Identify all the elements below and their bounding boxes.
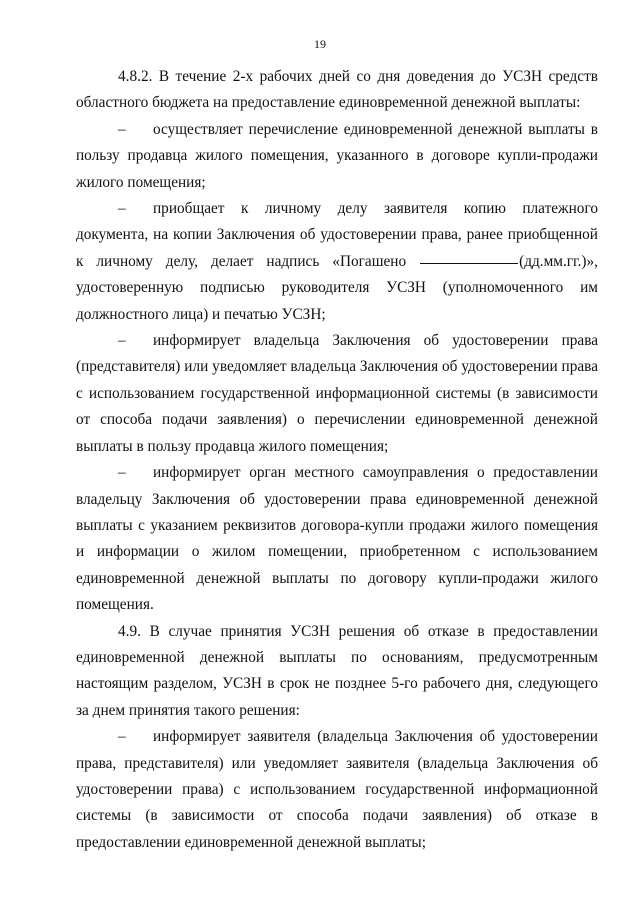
bullet-item-inform-owner xyxy=(76,328,598,460)
page-number: 19 xyxy=(314,37,326,51)
bullet-dash: – xyxy=(118,728,126,746)
bullet-dash: – xyxy=(118,200,126,218)
bullet-text-before-blank: приобщает к личному делу заявителя копию платежного документа, на копии Заключения об удостоверении права, ранее приобщенной к личному делу, делает надпись «Погашено xyxy=(76,200,598,270)
document-body xyxy=(76,64,598,856)
bullet-dash: – xyxy=(118,120,126,138)
bullet-text: информирует заявителя (владельца Заключения об удостоверении права, представителя) или уведомляет заявителя (владельца Заключения об удостоверении права) с использованием государственной информационной системы (в зависимости от способа подачи заявления) об отказе в предоставлении единовременной денежной выплаты; xyxy=(76,728,598,851)
bullet-text: информирует владельца Заключения об удостоверении права (представителя) или уведомляет владельца Заключения об удостоверении права с использованием государственной информационной системы (в зависимости от способа подачи заявления) о перечислении единовременной денежной выплаты в пользу продавца жилого помещения; xyxy=(76,332,598,455)
bullet-text-after-blank: (дд.мм.гг.)», удостоверенную подписью руководителя УСЗН (уполномоченного им должностного лица) и печатью УСЗН; xyxy=(76,252,598,323)
paragraph-4-8-2: 4.8.2. В течение 2-х рабочих дней со дня доведения до УСЗН средств областного бюджета на предоставление единовременной денежной выплаты: xyxy=(76,68,598,112)
bullet-dash: – xyxy=(118,464,126,482)
bullet-item-attach-copy xyxy=(76,196,598,328)
bullet-item-inform-refusal xyxy=(76,724,598,856)
bullet-item-transfer xyxy=(76,117,598,196)
bullet-text: осуществляет перечисление единовременной денежной выплаты в пользу продавца жилого помещения, указанного в договоре купли-продажи жилого помещения; xyxy=(76,120,598,191)
bullet-text: информирует орган местного самоуправления о предоставлении владельцу Заключения об удостоверении права единовременной денежной выплаты с указанием реквизитов договора-купли продажи жилого помещения и информации о жилом помещении, приобретенном с использованием единовременной денежной выплаты по договору купли-продажи жилого помещения. xyxy=(76,464,598,614)
blank-fill-line xyxy=(420,262,518,264)
paragraph-4-9: 4.9. В случае принятия УСЗН решения об отказе в предоставлении единовременной денежной выплаты по основаниям, предусмотренным настоящим разделом, УСЗН в срок не позднее 5-го рабочего дня, следующего за днем принятия такого решения: xyxy=(76,622,598,719)
bullet-dash: – xyxy=(118,332,126,350)
bullet-item-inform-local-government xyxy=(76,460,598,618)
